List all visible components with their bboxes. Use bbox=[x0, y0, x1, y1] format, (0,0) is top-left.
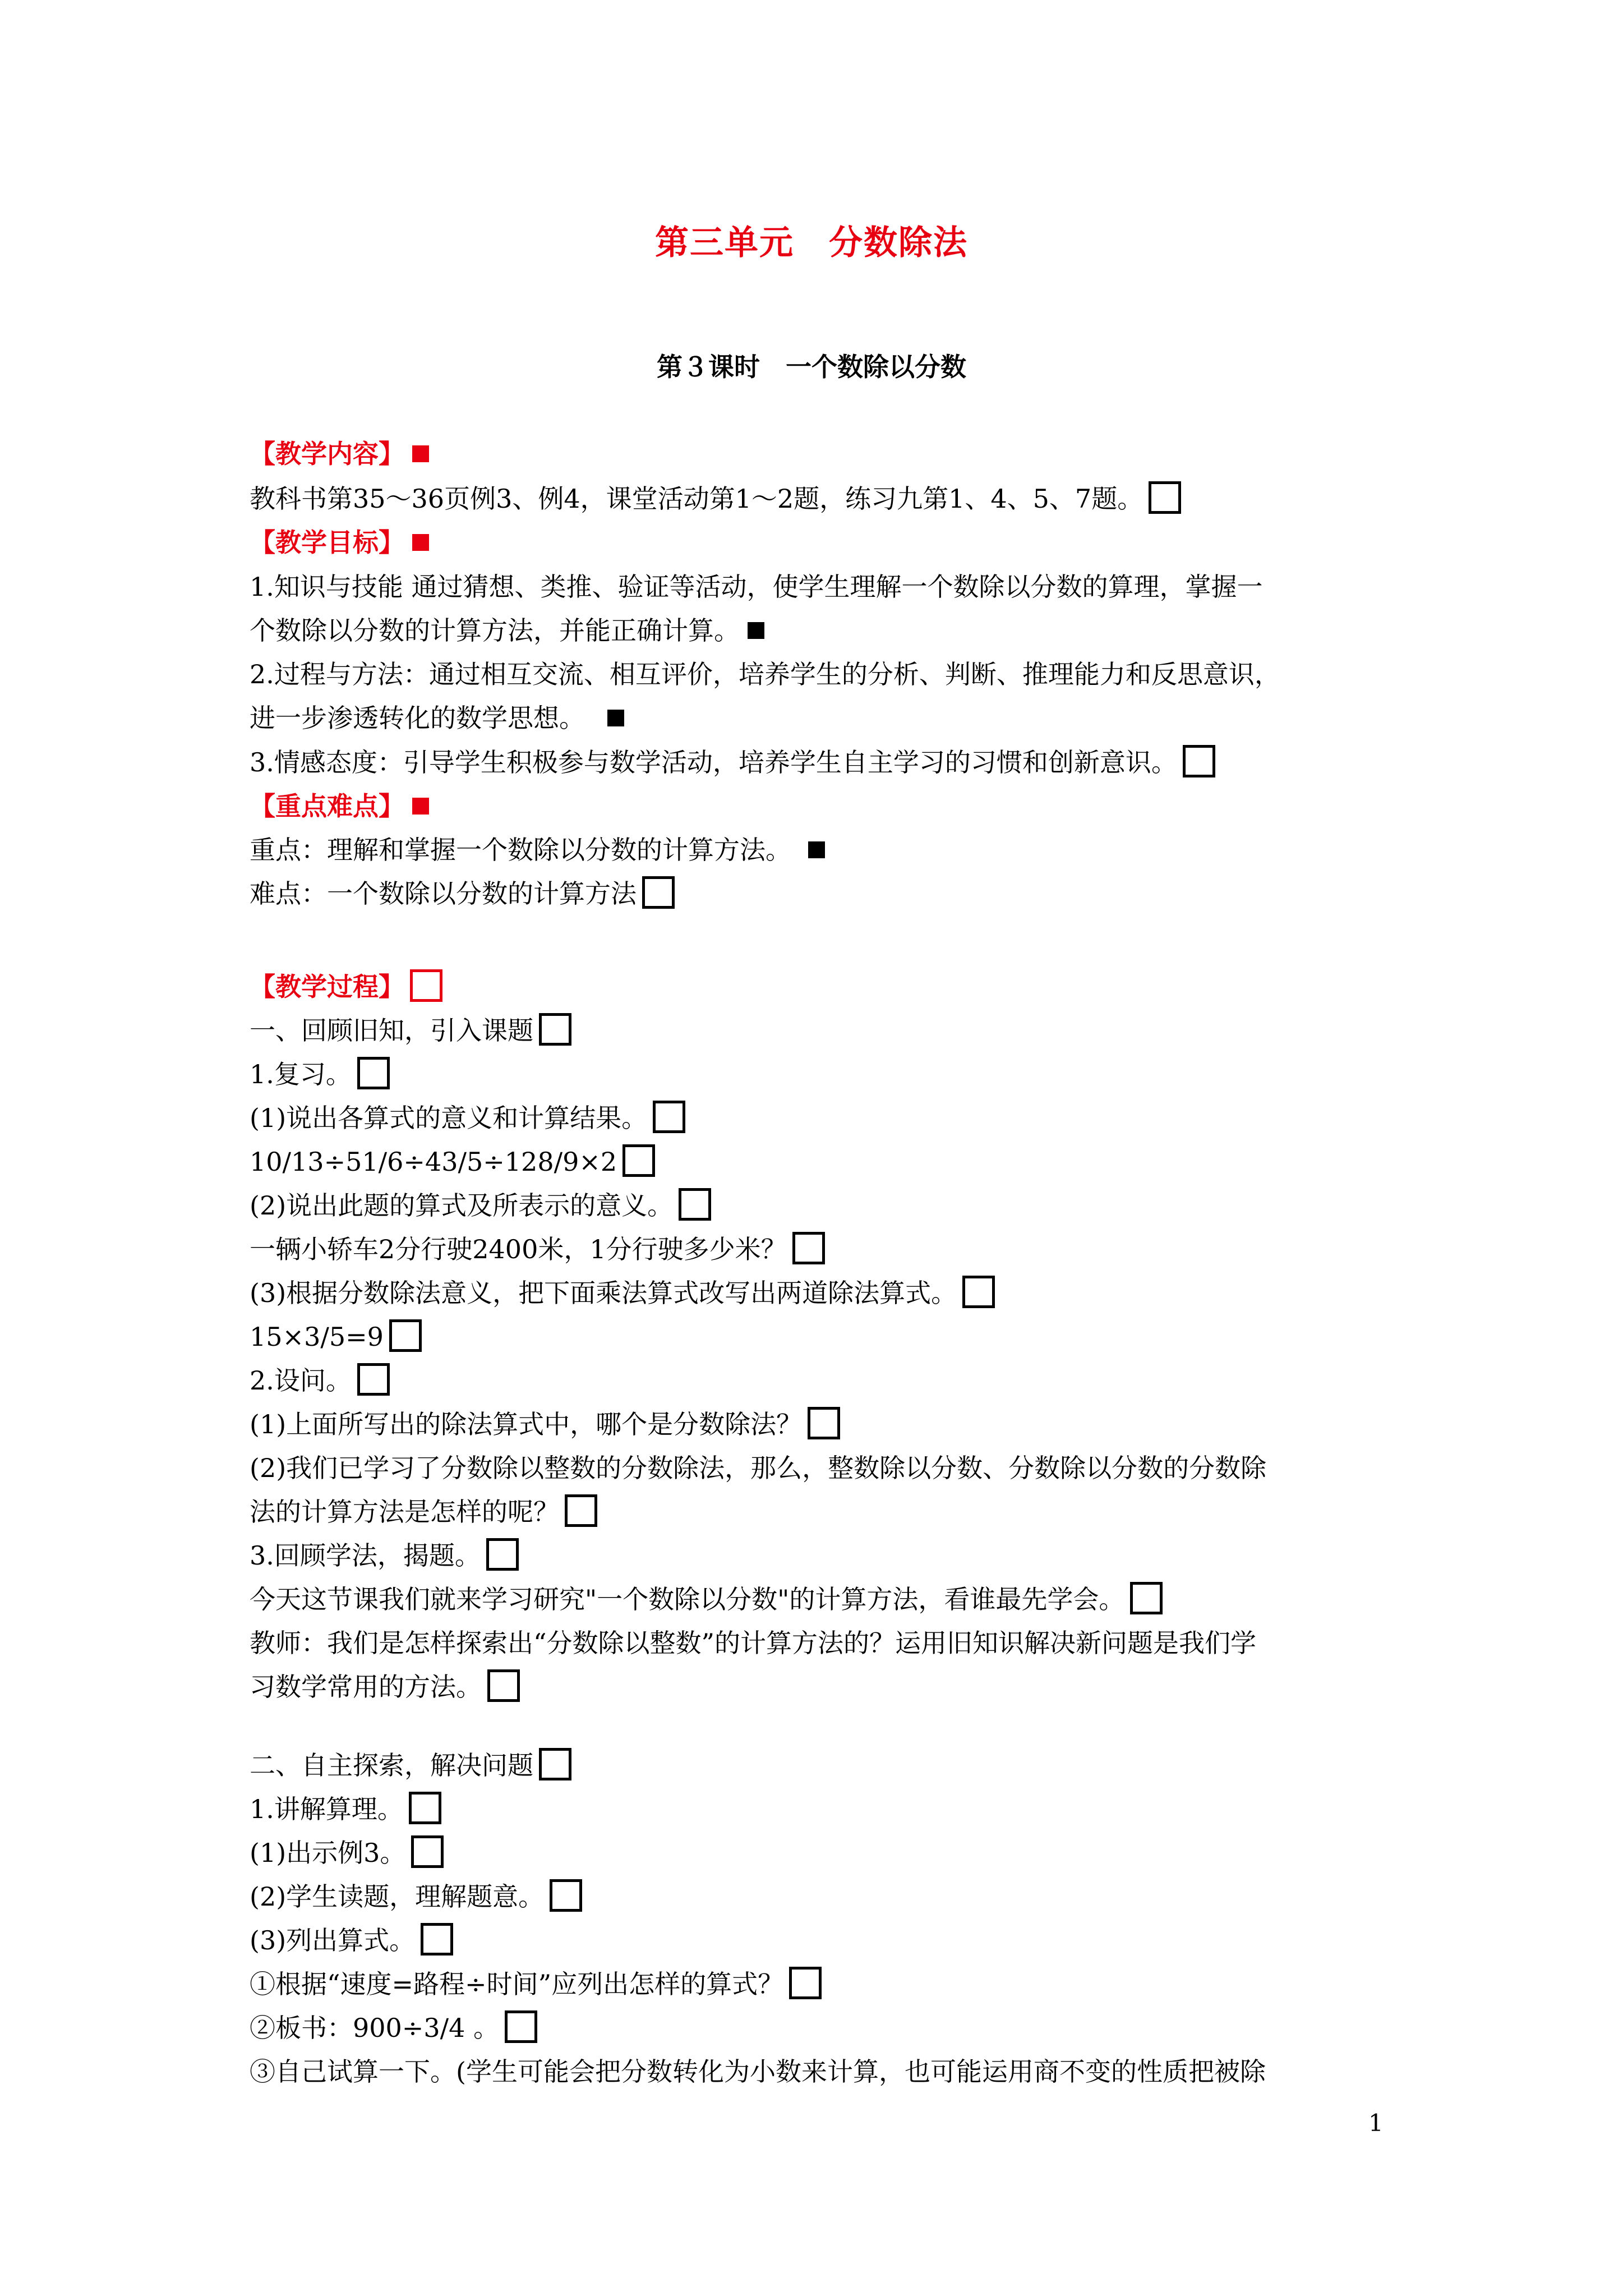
text-line bbox=[250, 1408, 1394, 1443]
text: 法的计算方法是怎样的呢？ bbox=[250, 1497, 559, 1527]
text-line bbox=[250, 1880, 1394, 1915]
text-line bbox=[250, 1058, 1394, 1093]
text-line bbox=[250, 1924, 1394, 1959]
text-line bbox=[250, 1320, 1394, 1355]
checkbox-icon[interactable] bbox=[565, 1494, 597, 1527]
text-line bbox=[250, 1233, 1394, 1268]
text-line bbox=[250, 1189, 1394, 1224]
checkbox-icon[interactable] bbox=[550, 1879, 582, 1912]
red-checkbox-icon[interactable] bbox=[410, 969, 442, 1002]
text-line bbox=[250, 1014, 1394, 1049]
text: (2)我们已学习了分数除以整数的分数除法，那么，整数除以分数、分数除以分数的分数除 bbox=[250, 1453, 1267, 1483]
checkbox-icon[interactable] bbox=[642, 876, 675, 909]
text: 1.知识与技能 通过猜想、类推、验证等活动，使学生理解一个数除以分数的算理，掌握一 bbox=[250, 572, 1263, 602]
text: ③自己试算一下。(学生可能会把分数转化为小数来计算，也可能运用商不变的性质把被除 bbox=[250, 2056, 1266, 2087]
text: (1)上面所写出的除法算式中，哪个是分数除法？ bbox=[250, 1409, 803, 1439]
red-square-marker-icon bbox=[412, 534, 429, 551]
text: 1.讲解算理。 bbox=[250, 1794, 403, 1824]
checkbox-icon[interactable] bbox=[1149, 481, 1181, 514]
text-line bbox=[250, 1583, 1394, 1618]
unit-title: 第三单元 分数除法 bbox=[655, 223, 968, 263]
lesson-subtitle: 第３课时 一个数除以分数 bbox=[657, 352, 966, 382]
text-line bbox=[250, 877, 1394, 912]
text-line bbox=[250, 1837, 1394, 1871]
checkbox-icon[interactable] bbox=[409, 1792, 441, 1824]
checkbox-icon[interactable] bbox=[357, 1363, 390, 1396]
text: (2)学生读题，理解题意。 bbox=[250, 1881, 545, 1912]
checkbox-icon[interactable] bbox=[1130, 1582, 1163, 1614]
section-header-label: 【教学过程】 bbox=[250, 972, 404, 1002]
checkbox-icon[interactable] bbox=[679, 1188, 711, 1221]
text-line bbox=[250, 658, 1394, 691]
section-header-label: 【教学目标】 bbox=[250, 527, 404, 558]
text: 10/13÷51/6÷43/5÷128/9×2 bbox=[250, 1147, 617, 1177]
text: 二、自主探索，解决问题 bbox=[250, 1750, 533, 1780]
text: 2.过程与方法：通过相互交流、相互评价，培养学生的分析、判断、推理能力和反思意识， bbox=[250, 659, 1280, 689]
checkbox-icon[interactable] bbox=[792, 1232, 825, 1264]
text-line bbox=[250, 614, 1394, 647]
section-header-key bbox=[250, 790, 1394, 822]
checkbox-icon[interactable] bbox=[623, 1144, 655, 1177]
black-square-marker-icon bbox=[748, 622, 764, 639]
checkbox-icon[interactable] bbox=[789, 1967, 822, 1999]
text-line bbox=[250, 1496, 1394, 1530]
text: (1)说出各算式的意义和计算结果。 bbox=[250, 1103, 648, 1133]
black-square-marker-icon bbox=[607, 710, 624, 726]
text: ②板书：900÷3/4 。 bbox=[250, 2013, 499, 2043]
text-line bbox=[250, 1968, 1394, 2003]
checkbox-icon[interactable] bbox=[487, 1669, 520, 1702]
text-line bbox=[250, 702, 1394, 734]
text-line bbox=[250, 746, 1394, 781]
red-square-marker-icon bbox=[412, 798, 429, 815]
checkbox-icon[interactable] bbox=[653, 1101, 685, 1133]
text-line bbox=[250, 1102, 1394, 1137]
text: 难点：一个数除以分数的计算方法 bbox=[250, 878, 637, 909]
section-header-goal bbox=[250, 526, 1394, 559]
checkbox-icon[interactable] bbox=[539, 1748, 571, 1780]
text: (1)出示例3。 bbox=[250, 1838, 406, 1868]
checkbox-icon[interactable] bbox=[962, 1276, 995, 1308]
checkbox-icon[interactable] bbox=[808, 1407, 840, 1439]
text: 15×3/5=9 bbox=[250, 1322, 384, 1352]
text-line bbox=[250, 1277, 1394, 1312]
text-line bbox=[250, 1671, 1394, 1705]
text: (3)根据分数除法意义，把下面乘法算式改写出两道除法算式。 bbox=[250, 1278, 957, 1308]
checkbox-icon[interactable] bbox=[505, 2010, 537, 2043]
black-square-marker-icon bbox=[808, 841, 825, 858]
checkbox-icon[interactable] bbox=[357, 1057, 390, 1089]
text: 今天这节课我们就来学习研究"一个数除以分数"的计算方法，看谁最先学会。 bbox=[250, 1584, 1125, 1614]
text-line bbox=[250, 834, 1394, 866]
text: 一、回顾旧知，引入课题 bbox=[250, 1015, 533, 1046]
text-line bbox=[250, 1539, 1394, 1574]
text: 3.回顾学法，揭题。 bbox=[250, 1540, 481, 1571]
text: 教师：我们是怎样探索出“分数除以整数”的计算方法的？运用旧知识解决新问题是我们学 bbox=[250, 1628, 1257, 1658]
text-line bbox=[250, 1145, 1394, 1180]
text: (2)说出此题的算式及所表示的意义。 bbox=[250, 1190, 674, 1221]
section-header-label: 【教学内容】 bbox=[250, 439, 404, 469]
text: 2.设问。 bbox=[250, 1365, 352, 1396]
text-line bbox=[250, 1452, 1394, 1484]
text-line bbox=[250, 2012, 1394, 2046]
text-line bbox=[250, 1364, 1394, 1399]
text-line bbox=[250, 570, 1394, 603]
text-line bbox=[250, 1749, 1394, 1784]
text: (3)列出算式。 bbox=[250, 1925, 416, 1955]
text: 进一步渗透转化的数学思想。 bbox=[250, 703, 585, 733]
section-header-process bbox=[250, 970, 1394, 1005]
red-square-marker-icon bbox=[412, 445, 429, 462]
text: 1.复习。 bbox=[250, 1059, 352, 1089]
text: 3.情感态度：引导学生积极参与数学活动，培养学生自主学习的习惯和创新意识。 bbox=[250, 747, 1177, 777]
text: 习数学常用的方法。 bbox=[250, 1672, 482, 1702]
checkbox-icon[interactable] bbox=[389, 1319, 422, 1352]
checkbox-icon[interactable] bbox=[539, 1013, 571, 1046]
section-header-content bbox=[250, 438, 1394, 470]
text: 一辆小轿车2分行驶2400米，1分行驶多少米？ bbox=[250, 1234, 787, 1264]
page-number: 1 bbox=[1368, 2109, 1384, 2137]
text-line bbox=[250, 482, 1394, 517]
text-line bbox=[250, 2055, 1394, 2088]
checkbox-icon[interactable] bbox=[486, 1538, 519, 1571]
checkbox-icon[interactable] bbox=[421, 1923, 453, 1955]
section-header-label: 【重点难点】 bbox=[250, 791, 404, 821]
text: 重点：理解和掌握一个数除以分数的计算方法。 bbox=[250, 835, 791, 865]
checkbox-icon[interactable] bbox=[1183, 745, 1215, 777]
text-line bbox=[250, 1627, 1394, 1659]
text: 个数除以分数的计算方法，并能正确计算。 bbox=[250, 615, 740, 646]
text: 教科书第35～36页例3、例4，课堂活动第1～2题，练习九第1、4、5、7题。 bbox=[250, 484, 1144, 514]
checkbox-icon[interactable] bbox=[411, 1835, 444, 1868]
text: ①根据“速度=路程÷时间”应列出怎样的算式？ bbox=[250, 1969, 784, 1999]
text-line bbox=[250, 1793, 1394, 1828]
